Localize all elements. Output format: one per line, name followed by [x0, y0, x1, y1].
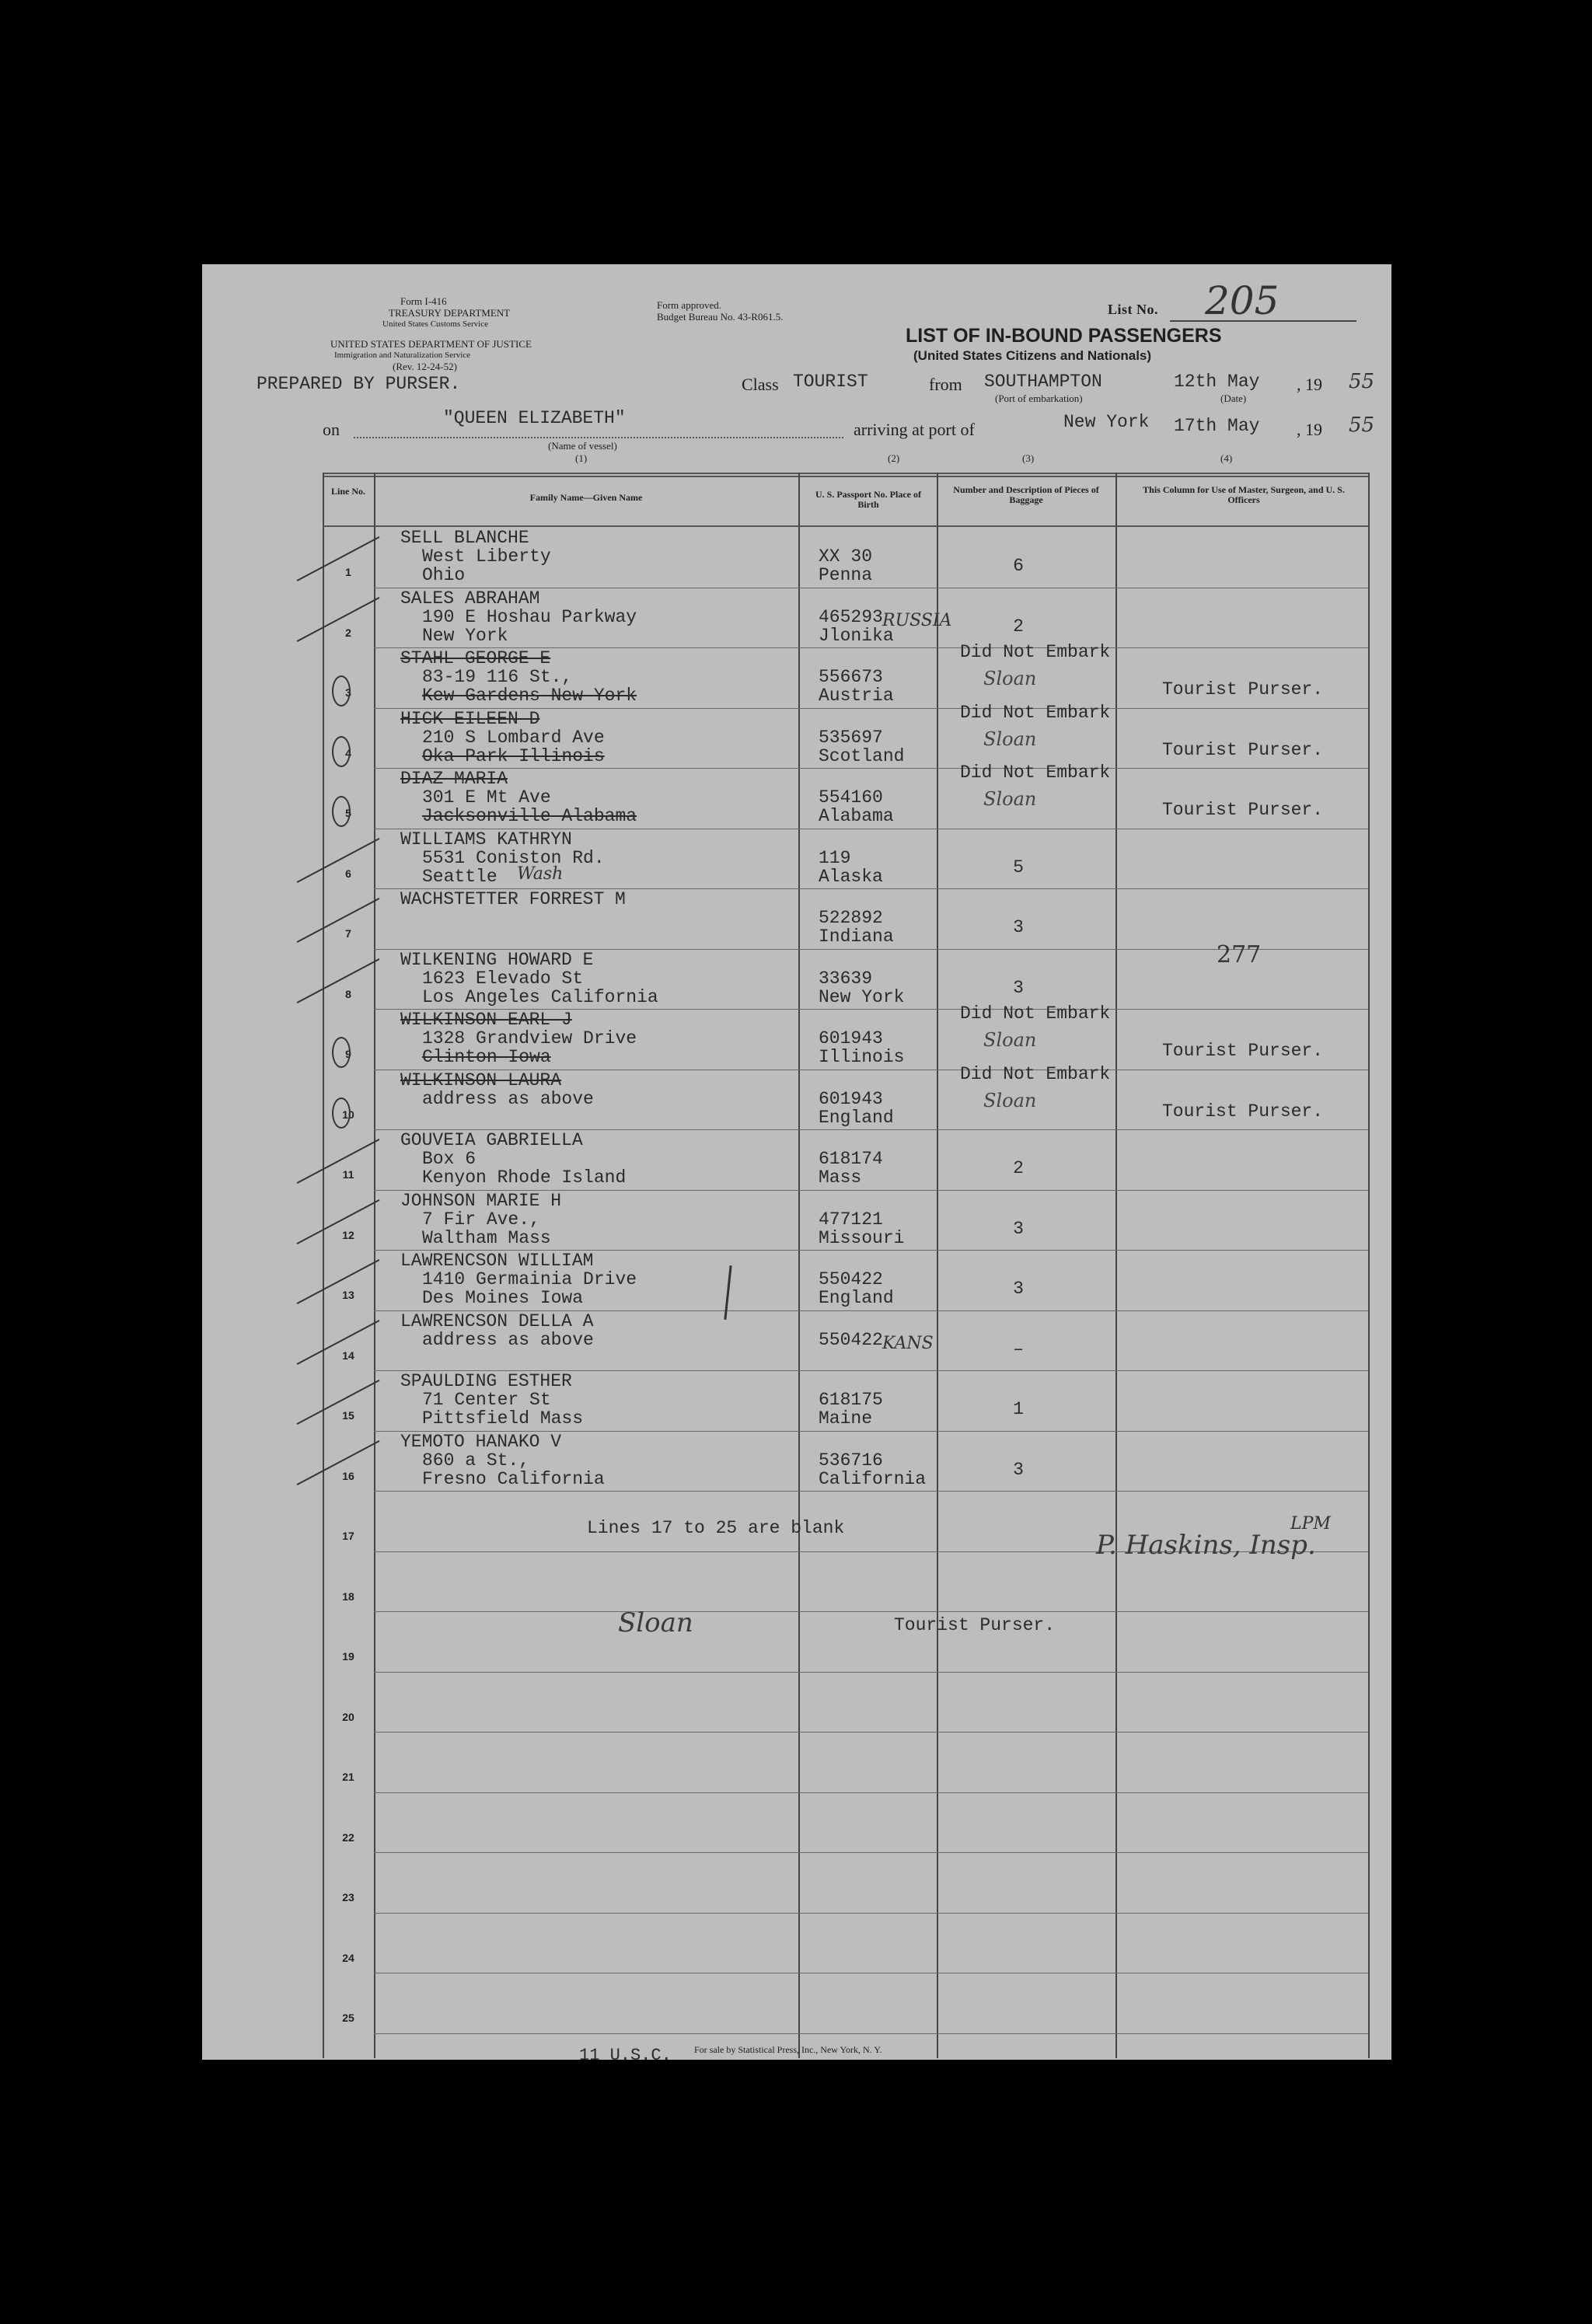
place-of-birth: Penna: [819, 565, 873, 585]
address-line-2: Waltham Mass: [422, 1227, 551, 1248]
budget-bureau: Budget Bureau No. 43-R061.5.: [657, 311, 784, 323]
passport-number: 119: [819, 847, 851, 868]
customs-service: United States Customs Service: [382, 319, 488, 329]
did-not-embark-note: Did Not Embark: [960, 642, 1111, 662]
passport-number: 477121: [819, 1209, 883, 1230]
tourist-purser-note: Tourist Purser.: [1162, 1101, 1324, 1122]
address-handwritten: Wash: [517, 864, 564, 884]
table-row: [323, 1431, 1368, 1492]
table-row: [323, 829, 1368, 889]
cancel-oval-mark: [332, 736, 351, 767]
line-number: 10: [342, 1108, 354, 1121]
header-baggage: Number and Description of Pieces of Baggage: [953, 484, 1099, 505]
address-line-1: 1328 Grandview Drive: [422, 1028, 637, 1049]
address-line-2: Kew Gardens New York: [422, 686, 637, 706]
line-number: 19: [342, 1650, 354, 1663]
address-line-2: Los Angeles California: [422, 986, 658, 1007]
treasury-dept: TREASURY DEPARTMENT: [389, 307, 511, 319]
baggage-count: 2: [1013, 616, 1024, 637]
baggage-count: 6: [1013, 556, 1024, 576]
table-row: [323, 642, 1368, 708]
table-row: [323, 527, 1368, 588]
address-line-1: 71 Center St: [422, 1390, 551, 1410]
revision: (Rev. 12-24-52): [393, 361, 457, 372]
vessel-name: "QUEEN ELIZABETH": [443, 408, 626, 428]
form-approved: Form approved.: [657, 299, 722, 311]
page-title: LIST OF IN-BOUND PASSENGERS: [906, 325, 1222, 347]
line-number: 4: [345, 746, 351, 759]
passenger-name: DIAZ MARIA: [400, 769, 508, 789]
birth-handwritten: KANS: [882, 1333, 934, 1353]
passenger-name: SALES ABRAHAM: [400, 588, 540, 609]
page-subtitle: (United States Citizens and Nationals): [913, 348, 1152, 363]
caption-3: (3): [1022, 452, 1035, 464]
address-line-2: Fresno California: [422, 1468, 605, 1489]
place-of-birth: Alabama: [819, 806, 894, 826]
justice-dept: UNITED STATES DEPARTMENT OF JUSTICE: [330, 338, 532, 350]
list-no-line: [1170, 320, 1356, 322]
line-number: 21: [342, 1771, 354, 1783]
vessel-caption: (Name of vessel): [548, 440, 617, 452]
address-line-1: address as above: [422, 1329, 594, 1350]
address-line-2: Seattle: [422, 866, 498, 887]
passport-number: 618175: [819, 1390, 883, 1410]
tourist-purser-note: Tourist Purser.: [1162, 1041, 1324, 1061]
baggage-count: 3: [1013, 1279, 1024, 1299]
passport-number: 601943: [819, 1028, 883, 1049]
purser-initials-signature: Sloan: [983, 668, 1037, 689]
baggage-count: 5: [1013, 857, 1024, 878]
address-line-1: 1623 Elevado St: [422, 968, 584, 989]
tick-mark: [297, 1199, 380, 1244]
line-number: 1: [345, 566, 351, 578]
address-line-2: Kenyon Rhode Island: [422, 1167, 627, 1188]
row-rule: [374, 1732, 1368, 1733]
place-of-birth: Alaska: [819, 866, 883, 887]
table-row: [323, 1190, 1368, 1251]
line-number: 3: [345, 686, 351, 699]
passport-number: 550422: [819, 1269, 883, 1289]
tick-mark: [297, 1319, 380, 1364]
row-rule: [374, 1611, 1368, 1612]
passport-number: XX 30: [819, 546, 873, 567]
departure-year: 55: [1349, 370, 1375, 393]
footer-code: 11 U.S.C.: [579, 2046, 672, 2065]
baggage-count: –: [1013, 1338, 1024, 1359]
birth-handwritten: RUSSIA: [882, 610, 952, 630]
address-line-1: 7 Fir Ave.,: [422, 1209, 540, 1230]
port-of-embarkation: SOUTHAMPTON: [984, 372, 1102, 392]
vessel-line: [354, 437, 843, 438]
table-top-rule: [323, 473, 1368, 474]
table-top-rule-2: [323, 476, 1368, 477]
form-number: Form I-416: [400, 295, 447, 307]
line-number: 5: [345, 807, 351, 819]
row-rule: [374, 2033, 1368, 2034]
place-of-birth: New York: [819, 986, 905, 1007]
table-row: [323, 888, 1368, 949]
tick-mark: [297, 596, 380, 641]
passport-number: 535697: [819, 727, 883, 748]
address-line-2: Clinton Iowa: [422, 1047, 551, 1067]
footer-sale: For sale by Statistical Press, Inc., New York, N. Y.: [694, 2044, 882, 2055]
list-no-label: List No.: [1108, 302, 1159, 317]
address-line-1: 301 E Mt Ave: [422, 787, 551, 808]
passenger-name: LAWRENCSON WILLIAM: [400, 1251, 594, 1271]
address-line-2: Oka Park Illinois: [422, 745, 605, 766]
table-row: [323, 1003, 1368, 1070]
caption-4: (4): [1220, 452, 1233, 464]
passenger-name: WILKINSON EARL J: [400, 1010, 572, 1030]
place-of-birth: England: [819, 1107, 894, 1128]
baggage-count: 3: [1013, 977, 1024, 998]
header-officers: This Column for Use of Master, Surgeon, and U. S. Officers: [1143, 484, 1345, 505]
tourist-purser-note: Tourist Purser.: [1162, 679, 1324, 700]
line-number: 23: [342, 1891, 354, 1904]
did-not-embark-note: Did Not Embark: [960, 762, 1111, 783]
place-of-birth: California: [819, 1468, 927, 1489]
passenger-name: WILKINSON LAURA: [400, 1070, 562, 1090]
passenger-name: WILKENING HOWARD E: [400, 949, 594, 970]
address-line-1: 210 S Lombard Ave: [422, 727, 605, 748]
place-of-birth: England: [819, 1288, 894, 1308]
passport-number: 536716: [819, 1450, 883, 1471]
address-line-1: West Liberty: [422, 546, 551, 567]
row-rule: [374, 1672, 1368, 1673]
address-line-2: Pittsfield Mass: [422, 1408, 584, 1429]
immigration-service: Immigration and Naturalization Service: [334, 351, 471, 360]
line-number: 6: [345, 867, 351, 880]
on-label: on: [323, 420, 340, 439]
line-number: 20: [342, 1710, 354, 1723]
passport-number: 465293: [819, 606, 883, 627]
cancel-oval-mark: [332, 796, 351, 827]
tick-mark: [297, 958, 380, 1003]
passport-number: 601943: [819, 1088, 883, 1109]
line-number: 9: [345, 1048, 351, 1060]
address-line-2: Jacksonville Alabama: [422, 806, 637, 826]
tourist-purser-note: Tourist Purser.: [1162, 739, 1324, 760]
tick-mark: [297, 898, 380, 943]
passenger-name: WACHSTETTER FORREST M: [400, 889, 626, 909]
officer-initials: LPM: [1290, 1514, 1331, 1534]
arrival-year: 55: [1349, 414, 1375, 437]
place-of-birth: Illinois: [819, 1047, 905, 1067]
table-row: [323, 702, 1368, 769]
passport-number: 550422: [819, 1329, 883, 1350]
place-of-birth: Mass: [819, 1167, 862, 1188]
row-rule: [374, 1913, 1368, 1914]
header-line-no: Line No.: [330, 486, 365, 497]
class-value: TOURIST: [793, 372, 868, 392]
line-number: 13: [342, 1289, 354, 1301]
passport-number: 618174: [819, 1149, 883, 1169]
purser-initials-signature: Sloan: [983, 1029, 1037, 1051]
list-no-value: 205: [1205, 278, 1280, 323]
prepared-by: PREPARED BY PURSER.: [257, 374, 461, 394]
passenger-name: SPAULDING ESTHER: [400, 1371, 572, 1391]
table-row: [323, 1063, 1368, 1130]
table-row: [323, 1310, 1368, 1371]
purser-signature: Sloan: [618, 1607, 693, 1638]
address-line-2: Ohio: [422, 565, 466, 585]
from-label: from: [929, 375, 962, 394]
caption-1: (1): [575, 452, 588, 464]
did-not-embark-note: Did Not Embark: [960, 1063, 1111, 1084]
baggage-count: 3: [1013, 917, 1024, 937]
officer-signature: P. Haskins, Insp.: [1096, 1530, 1316, 1561]
baggage-count: 1: [1013, 1399, 1024, 1419]
line-number: 15: [342, 1409, 354, 1422]
row-rule: [374, 1852, 1368, 1853]
table-row: [323, 1129, 1368, 1190]
table-row: [323, 1370, 1368, 1431]
line-number: 2: [345, 626, 351, 639]
cancel-oval-mark: [332, 1097, 351, 1129]
cancel-oval-mark: [332, 1037, 351, 1068]
tick-mark: [297, 837, 380, 882]
address-line-1: 5531 Coniston Rd.: [422, 847, 605, 868]
place-of-birth: Maine: [819, 1408, 873, 1429]
table-row: [323, 588, 1368, 648]
passenger-name: JOHNSON MARIE H: [400, 1190, 562, 1211]
tick-mark: [297, 1139, 380, 1184]
place-of-birth: Austria: [819, 686, 894, 706]
address-line-1: 190 E Hoshau Parkway: [422, 606, 637, 627]
line-number: 12: [342, 1228, 354, 1241]
passenger-name: LAWRENCSON DELLA A: [400, 1310, 594, 1331]
table-row: [323, 940, 1368, 1010]
line-number: 24: [342, 1951, 354, 1964]
purser-initials-signature: Sloan: [983, 1089, 1037, 1111]
baggage-count: 3: [1013, 1459, 1024, 1480]
baggage-count: 3: [1013, 1218, 1024, 1239]
header-family-name: Family Name—Given Name: [529, 492, 643, 503]
line-number: 16: [342, 1469, 354, 1482]
address-line-1: 1410 Germainia Drive: [422, 1269, 637, 1289]
year-prefix-2: , 19: [1297, 420, 1322, 439]
address-line-1: Box 6: [422, 1149, 477, 1169]
table-row: [323, 1250, 1368, 1310]
address-line-1: 860 a St.,: [422, 1450, 530, 1471]
date-caption: (Date): [1220, 393, 1247, 404]
table-row: [323, 762, 1368, 829]
address-line-2: Des Moines Iowa: [422, 1288, 584, 1308]
purser-title: Tourist Purser.: [894, 1615, 1056, 1635]
header-passport: U. S. Passport No. Place of Birth: [815, 489, 921, 510]
arrival-port: New York: [1063, 412, 1150, 432]
passenger-name: WILLIAMS KATHRYN: [400, 829, 572, 850]
passenger-table: [323, 473, 1368, 2058]
tick-mark: [297, 536, 380, 581]
baggage-count: 2: [1013, 1158, 1024, 1178]
passport-number: 33639: [819, 968, 873, 989]
place-of-birth: Scotland: [819, 745, 905, 766]
passport-number: 522892: [819, 908, 883, 928]
place-of-birth: Missouri: [819, 1227, 905, 1248]
line-number: 17: [342, 1530, 354, 1542]
tourist-purser-note: Tourist Purser.: [1162, 800, 1324, 820]
place-of-birth: Jlonika: [819, 625, 894, 646]
did-not-embark-note: Did Not Embark: [960, 1003, 1111, 1024]
purser-initials-signature: Sloan: [983, 788, 1037, 810]
line-number: 7: [345, 927, 351, 940]
side-note: 277: [1217, 940, 1262, 968]
tick-mark: [297, 1259, 380, 1304]
passenger-name: SELL BLANCHE: [400, 528, 529, 548]
blank-lines-note: Lines 17 to 25 are blank: [587, 1518, 845, 1538]
arriving-label: arriving at port of: [854, 420, 975, 439]
year-prefix-1: , 19: [1297, 375, 1322, 394]
address-line-1: address as above: [422, 1088, 594, 1109]
did-not-embark-note: Did Not Embark: [960, 702, 1111, 723]
line-number: 18: [342, 1589, 354, 1603]
line-number: 22: [342, 1830, 354, 1844]
passenger-name: STAHL GEORGE E: [400, 648, 551, 668]
passenger-name: YEMOTO HANAKO V: [400, 1431, 562, 1452]
address-line-2: New York: [422, 625, 508, 646]
departure-date: 12th May: [1174, 372, 1260, 392]
line-number: 8: [345, 987, 351, 1000]
cancel-oval-mark: [332, 675, 351, 707]
purser-initials-signature: Sloan: [983, 728, 1037, 750]
embark-caption: (Port of embarkation): [995, 393, 1083, 404]
line-number: 14: [342, 1349, 354, 1362]
arrival-date: 17th May: [1174, 416, 1260, 436]
table-right-border: [1368, 473, 1370, 2058]
row-rule: [374, 1792, 1368, 1793]
caption-2: (2): [888, 452, 900, 464]
passport-number: 556673: [819, 667, 883, 687]
tick-mark: [297, 1380, 380, 1425]
class-label: Class: [742, 375, 779, 394]
passenger-name: HICK EILEEN D: [400, 708, 540, 729]
line-number: 11: [342, 1168, 354, 1181]
line-number: 25: [342, 2012, 354, 2024]
passport-number: 554160: [819, 787, 883, 808]
tick-mark: [297, 1439, 380, 1485]
passenger-list-document: [202, 264, 1391, 2065]
address-line-1: 83-19 116 St.,: [422, 667, 573, 687]
passenger-name: GOUVEIA GABRIELLA: [400, 1130, 583, 1150]
place-of-birth: Indiana: [819, 926, 894, 947]
